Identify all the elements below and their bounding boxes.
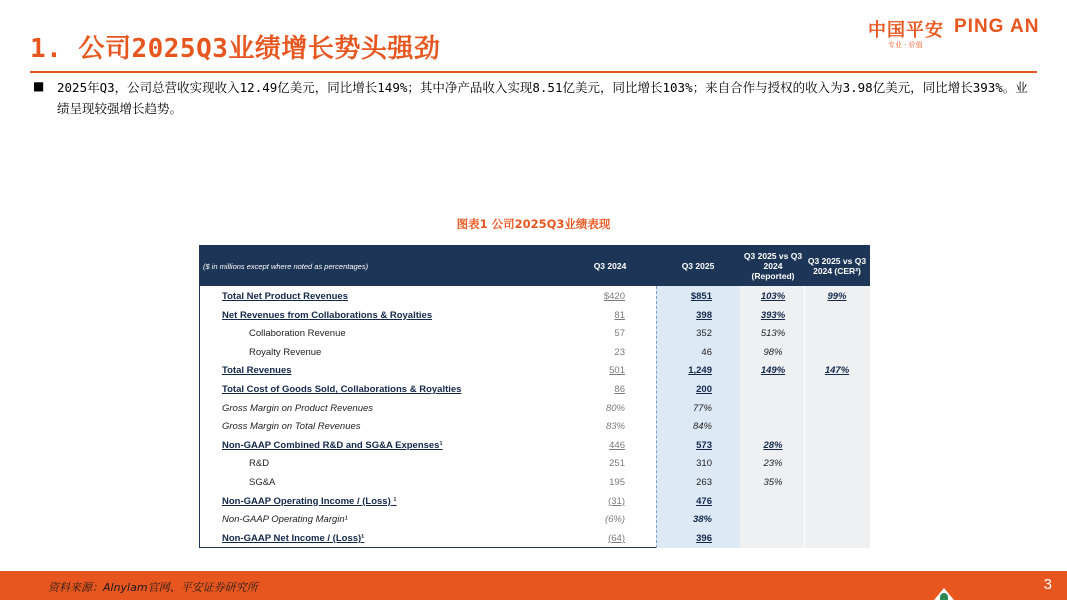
cell-reported: 98%	[763, 346, 783, 358]
table-row	[200, 381, 869, 400]
row-label: SG&A	[249, 477, 276, 488]
logo-en-text: PING AN	[954, 16, 1040, 37]
bullet-square-icon: ■	[33, 79, 45, 93]
row-label: Collaboration Revenue	[249, 328, 346, 340]
table-row	[200, 493, 869, 512]
cell-q3-2024: 81	[614, 309, 625, 321]
cell-q3-2024: (31)	[608, 495, 625, 507]
row-label: Total Cost of Goods Sold, Collaborations & Royalties	[222, 384, 462, 395]
table-row	[200, 362, 869, 381]
cell-reported: 23%	[763, 458, 783, 470]
row-label: Non-GAAP Operating Income / (Loss) ¹	[222, 495, 397, 507]
cell-q3-2025: 573	[696, 439, 712, 451]
cell-reported: 513%	[760, 328, 786, 340]
cell-reported: 149%	[760, 365, 786, 377]
cell-q3-2025: 200	[696, 384, 712, 395]
title-divider	[30, 71, 1037, 73]
row-label: Non-GAAP Net Income / (Loss)¹	[222, 532, 365, 544]
header-reported-growth: Q3 2025 vs Q3 2024 (Reported)	[743, 251, 803, 281]
logo-cn-text: 中国平安	[868, 20, 944, 41]
table-row	[200, 288, 869, 307]
row-label: Royalty Revenue	[249, 346, 322, 358]
cell-cer: 99%	[827, 291, 847, 302]
cell-q3-2025: 84%	[692, 421, 712, 433]
page-title: 1. 公司2025Q3业绩增长势头强劲	[30, 34, 441, 64]
cell-q3-2024: 251	[609, 458, 625, 470]
row-label: Non-GAAP Combined R&D and SG&A Expenses¹	[222, 439, 443, 451]
table-row	[200, 325, 869, 344]
page-number: 3	[1043, 576, 1052, 593]
header-q3-2025: Q3 2025	[681, 261, 715, 271]
logo-slogan: 专业 · 价值	[888, 41, 923, 49]
table-row	[200, 344, 869, 363]
cell-q3-2025: 396	[696, 532, 712, 544]
cell-q3-2024: 23	[614, 346, 625, 358]
cell-reported: 28%	[763, 439, 783, 451]
table-row	[200, 455, 869, 474]
cell-q3-2025: $851	[690, 291, 712, 302]
cell-reported: 103%	[760, 291, 786, 302]
header-units-note: ($ in millions except where noted as percentages)	[203, 262, 369, 271]
row-label: Gross Margin on Total Revenues	[222, 421, 361, 433]
header-cer-growth: Q3 2025 vs Q3 2024 (CER²)	[807, 256, 867, 276]
cell-q3-2025: 476	[696, 495, 712, 507]
cell-q3-2025: 1,249	[688, 365, 712, 377]
ping-an-logo	[868, 16, 1048, 52]
cell-q3-2025: 46	[701, 346, 712, 358]
cell-q3-2025: 352	[696, 328, 712, 340]
cell-q3-2024: 86	[614, 384, 625, 395]
performance-table	[199, 245, 870, 548]
cell-q3-2025: 77%	[692, 402, 712, 414]
cell-q3-2024: 446	[609, 439, 625, 451]
cell-q3-2024: (64)	[608, 532, 625, 544]
header-q3-2024: Q3 2024	[593, 261, 627, 271]
table-row	[200, 511, 869, 530]
cell-q3-2024: 195	[609, 477, 625, 488]
row-label: Gross Margin on Product Revenues	[222, 402, 374, 414]
row-label: Total Revenues	[222, 365, 292, 377]
footer-bar	[0, 571, 1067, 600]
row-label: Net Revenues from Collaborations & Royalties	[222, 309, 433, 321]
cell-q3-2024: 57	[614, 328, 625, 340]
table-row	[200, 437, 869, 456]
cell-q3-2024: 501	[609, 365, 625, 377]
table-row	[200, 400, 869, 419]
cell-reported: 35%	[763, 477, 783, 488]
cell-q3-2025: 38%	[692, 514, 712, 526]
mountain-base-icon	[940, 593, 948, 600]
cell-q3-2025: 310	[696, 458, 712, 470]
cell-q3-2024: 83%	[605, 421, 625, 433]
cell-q3-2024: 80%	[605, 402, 625, 414]
cell-cer: 147%	[824, 365, 850, 377]
row-label: Non-GAAP Operating Margin¹	[222, 514, 348, 526]
cell-q3-2025: 263	[696, 477, 712, 488]
cell-q3-2024: (6%)	[604, 514, 625, 526]
figure-caption: 图表1 公司2025Q3业绩表现	[456, 217, 611, 231]
table-row	[200, 530, 869, 549]
table-row	[200, 307, 869, 326]
row-label: Total Net Product Revenues	[222, 291, 348, 302]
table-row	[200, 474, 869, 493]
cell-q3-2025: 398	[696, 309, 712, 321]
summary-paragraph: 2025年Q3，公司总营收实现收入12.49亿美元，同比增长149%；其中净产品收入实现8.51亿美元，同比增长103%；来自合作与授权的收入为3.98亿美元，同比增长393%。业绩呈现较强增长趋势。	[57, 80, 1028, 116]
row-label: R&D	[249, 458, 270, 470]
cell-q3-2024: $420	[603, 291, 625, 302]
cell-reported: 393%	[760, 309, 786, 321]
source-note: 资料来源：Alnylam官网、平安证券研究所	[48, 581, 258, 594]
table-header	[200, 246, 869, 286]
table-row	[200, 418, 869, 437]
